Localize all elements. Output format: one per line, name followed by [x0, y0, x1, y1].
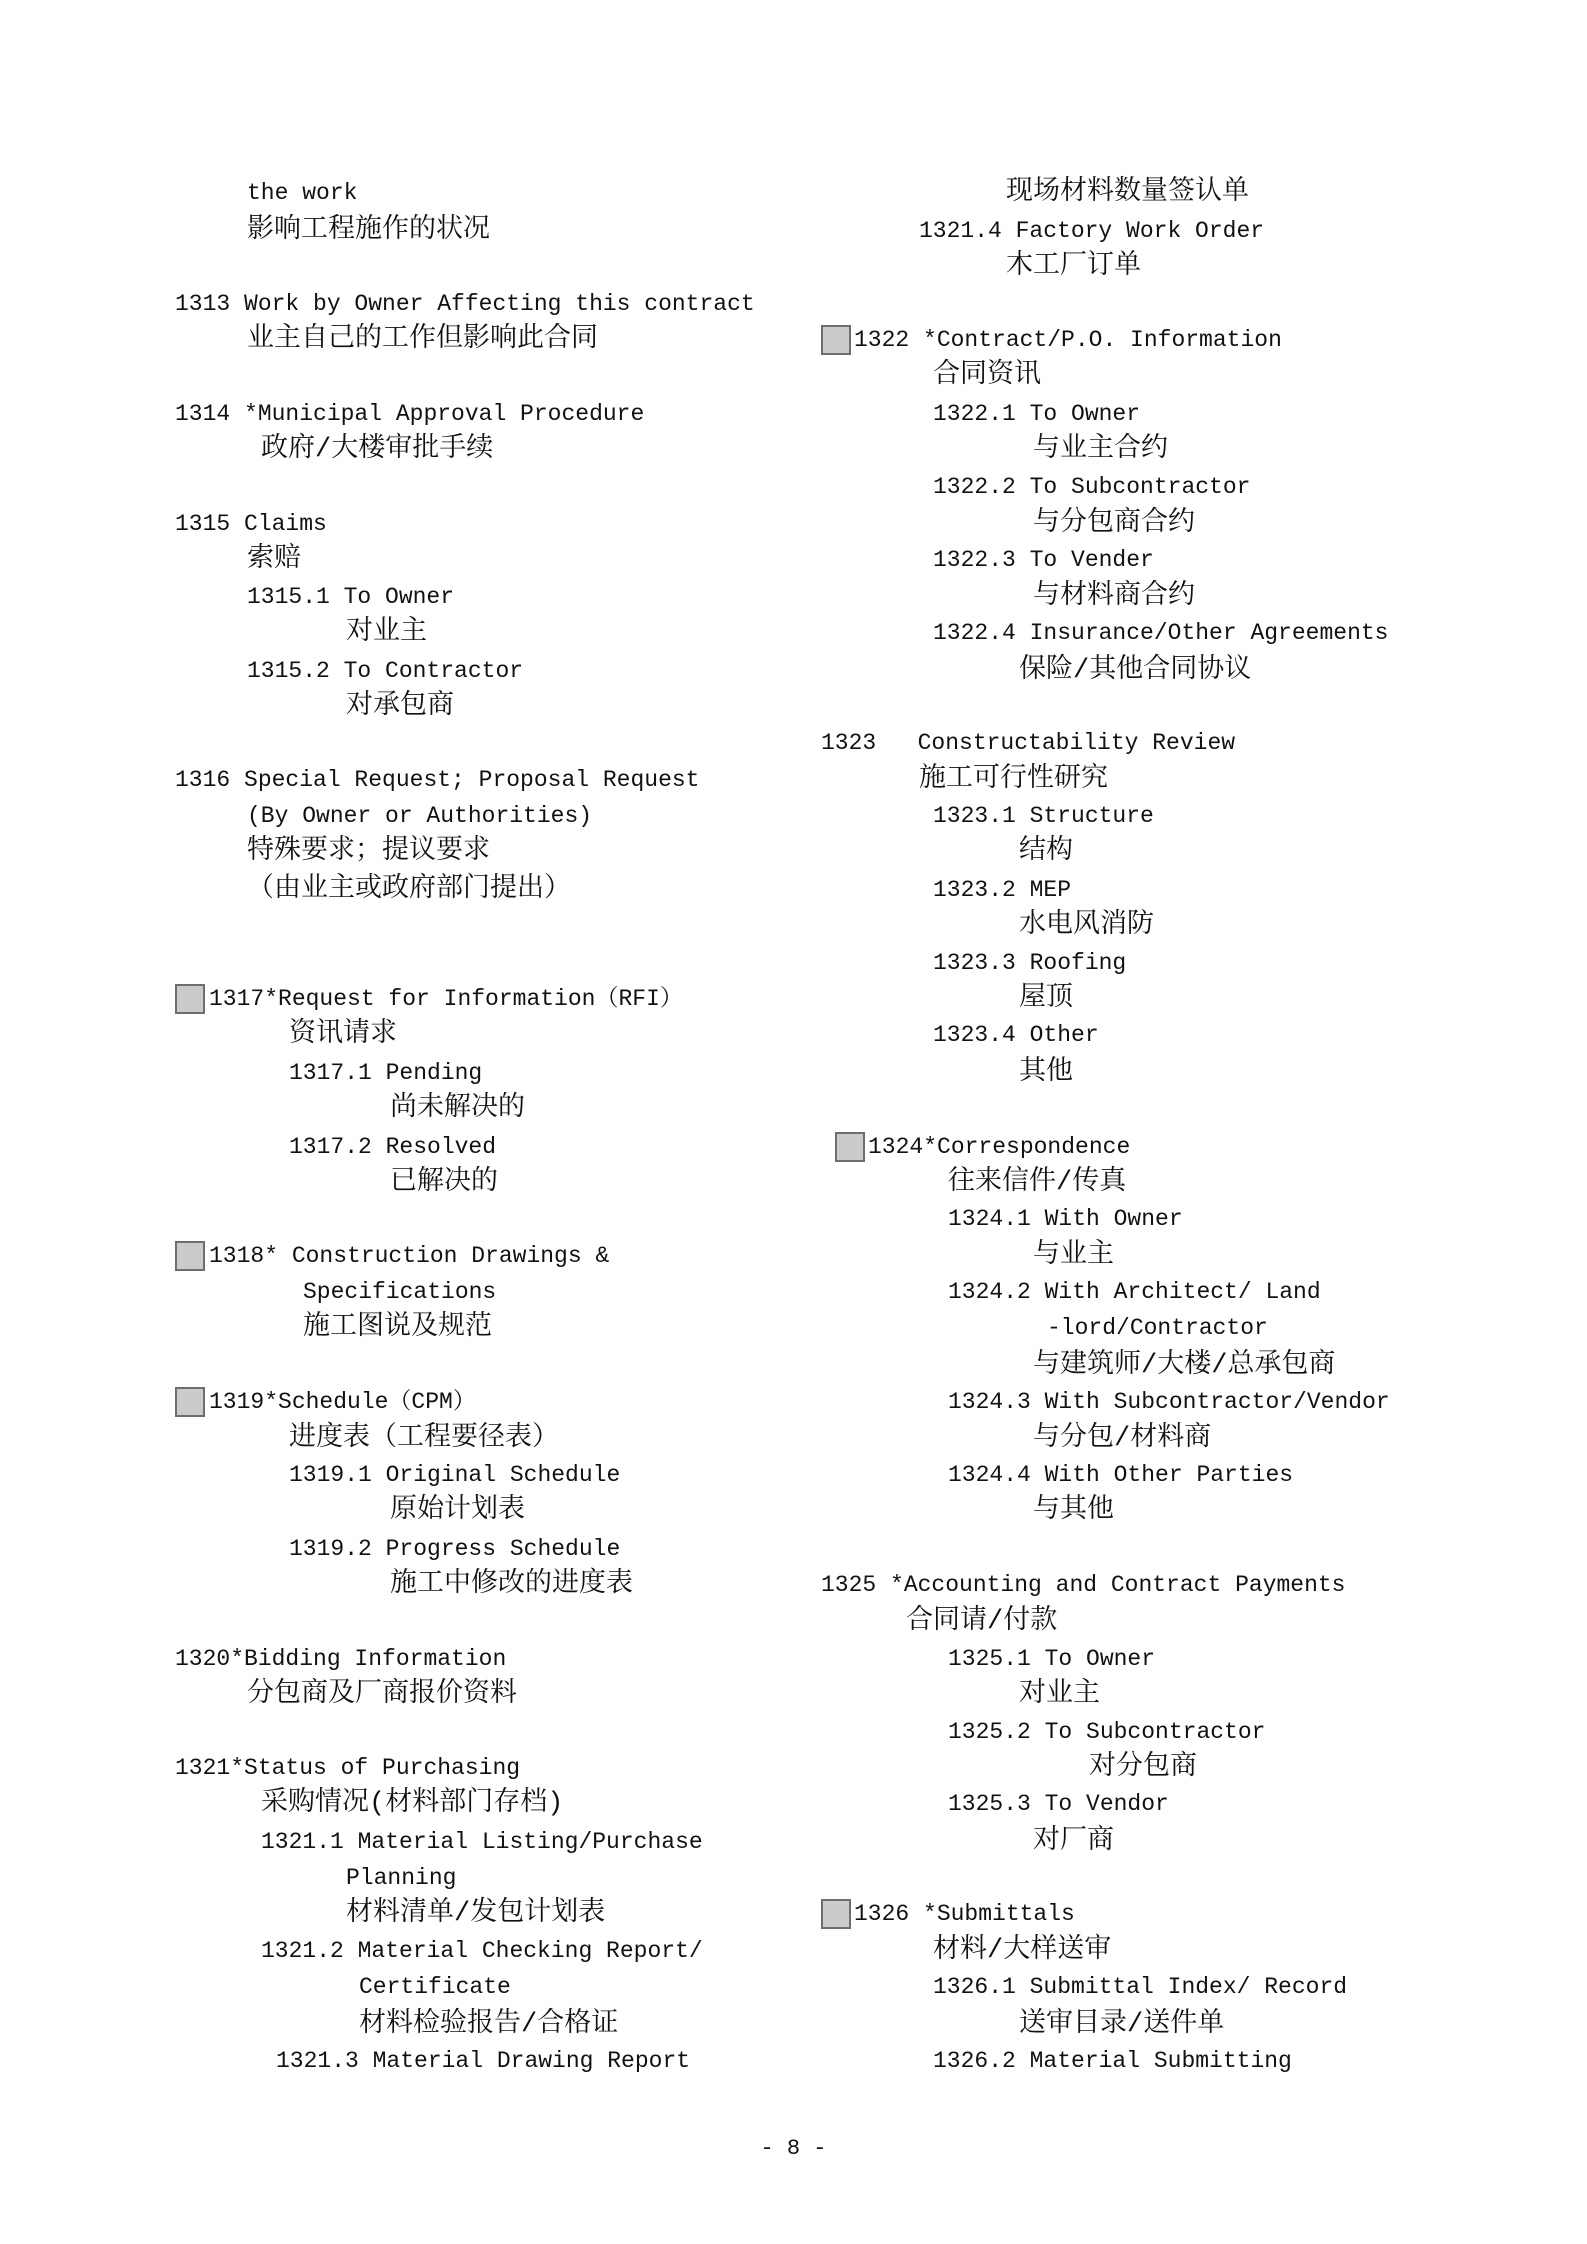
checkbox-square-icon [175, 984, 205, 1014]
item-1325-1: 1325.1 To Owner [948, 1646, 1156, 1672]
item-1322-2: 1322.2 To Subcontractor [933, 474, 1251, 500]
translation-text: 对业主 [346, 618, 427, 648]
item-1323-1: 1323.1 Structure [933, 803, 1154, 829]
section-1326-heading: 1326 *Submittals [854, 1901, 1075, 1927]
continuation-text: Planning [346, 1865, 457, 1891]
translation-text: 与业主 [1033, 1241, 1114, 1271]
section-1314-heading: 1314 *Municipal Approval Procedure [175, 401, 645, 427]
section-1318-heading: 1318* Construction Drawings & [209, 1243, 610, 1269]
continuation-text: (By Owner or Authorities) [247, 803, 593, 829]
translation-text: 对分包商 [1089, 1753, 1197, 1783]
section-1323-heading: 1323 Constructability Review [821, 730, 1236, 756]
item-1326-2: 1326.2 Material Submitting [933, 2048, 1292, 2074]
item-1319-1: 1319.1 Original Schedule [289, 1462, 621, 1488]
continuation-text: the work [247, 180, 358, 206]
checkbox-square-icon [175, 1387, 205, 1417]
section-1322-heading: 1322 *Contract/P.O. Information [854, 327, 1282, 353]
checkbox-square-icon [821, 1899, 851, 1929]
item-1321-3: 1321.3 Material Drawing Report [276, 2048, 691, 2074]
item-1322-4: 1322.4 Insurance/Other Agreements [933, 620, 1389, 646]
translation-text: 与分包商合约 [1033, 509, 1195, 539]
item-1322-1: 1322.1 To Owner [933, 401, 1141, 427]
section-1325-heading: 1325 *Accounting and Contract Payments [821, 1572, 1346, 1598]
translation-text: 资讯请求 [289, 1020, 397, 1050]
item-1319-2: 1319.2 Progress Schedule [289, 1536, 621, 1562]
translation-text: 往来信件/传真 [948, 1168, 1127, 1198]
item-1324-1: 1324.1 With Owner [948, 1206, 1183, 1232]
translation-text: 与材料商合约 [1033, 582, 1195, 612]
item-1324-3: 1324.3 With Subcontractor/Vendor [948, 1389, 1390, 1415]
item-1323-3: 1323.3 Roofing [933, 950, 1127, 976]
section-1315-heading: 1315 Claims [175, 511, 327, 537]
translation-text: 水电风消防 [1019, 911, 1154, 941]
item-1317-2: 1317.2 Resolved [289, 1134, 497, 1160]
item-1321-4: 1321.4 Factory Work Order [919, 218, 1265, 244]
item-1322-3: 1322.3 To Vender [933, 547, 1154, 573]
translation-text: 现场材料数量签认单 [1006, 178, 1249, 208]
checkbox-square-icon [175, 1241, 205, 1271]
translation-text: 索赔 [247, 545, 301, 575]
checkbox-square-icon [821, 325, 851, 355]
item-1326-1: 1326.1 Submittal Index/ Record [933, 1974, 1348, 2000]
item-1321-2: 1321.2 Material Checking Report/ [261, 1938, 703, 1964]
translation-text: 与建筑师/大楼/总承包商 [1033, 1351, 1336, 1381]
continuation-text: Certificate [359, 1974, 511, 2000]
translation-text: 材料清单/发包计划表 [346, 1899, 606, 1929]
section-1317-heading: 1317*Request for Information（RFI） [209, 986, 683, 1012]
item-1325-2: 1325.2 To Subcontractor [948, 1719, 1266, 1745]
translation-text: 对业主 [1019, 1680, 1100, 1710]
translation-text: 材料/大样送审 [933, 1936, 1112, 1966]
item-1324-4: 1324.4 With Other Parties [948, 1462, 1294, 1488]
section-1313-heading: 1313 Work by Owner Affecting this contract [175, 291, 755, 317]
item-1323-4: 1323.4 Other [933, 1022, 1099, 1048]
page-number: - 8 - [760, 2136, 827, 2161]
translation-text: 特殊要求；提议要求 [247, 837, 490, 867]
translation-text: （由业主或政府部门提出） [247, 875, 571, 905]
item-1321-1: 1321.1 Material Listing/Purchase [261, 1829, 703, 1855]
checkbox-square-icon [835, 1132, 865, 1162]
translation-text: 与其他 [1033, 1496, 1114, 1526]
translation-text: 与分包/材料商 [1033, 1424, 1212, 1454]
translation-text: 进度表（工程要径表） [289, 1424, 559, 1454]
item-1315-1: 1315.1 To Owner [247, 584, 455, 610]
continuation-text: Specifications [303, 1279, 497, 1305]
translation-text: 施工可行性研究 [919, 765, 1108, 795]
item-1325-3: 1325.3 To Vendor [948, 1791, 1169, 1817]
translation-text: 分包商及厂商报价资料 [247, 1680, 517, 1710]
section-1320-heading: 1320*Bidding Information [175, 1646, 507, 1672]
section-1319-heading: 1319*Schedule（CPM） [209, 1389, 476, 1415]
item-1317-1: 1317.1 Pending [289, 1060, 483, 1086]
translation-text: 原始计划表 [390, 1496, 525, 1526]
translation-text: 对承包商 [346, 692, 454, 722]
translation-text: 合同资讯 [933, 361, 1041, 391]
translation-text: 保险/其他合同协议 [1019, 656, 1252, 686]
translation-text: 与业主合约 [1033, 435, 1168, 465]
section-1324-heading: 1324*Correspondence [868, 1134, 1131, 1160]
translation-text: 材料检验报告/合格证 [359, 2010, 619, 2040]
translation-text: 合同请/付款 [906, 1607, 1058, 1637]
translation-text: 对厂商 [1033, 1827, 1114, 1857]
translation-text: 影响工程施作的状况 [247, 216, 490, 246]
section-1316-heading: 1316 Special Request; Proposal Request [175, 767, 700, 793]
translation-text: 木工厂订单 [1006, 252, 1141, 282]
item-1315-2: 1315.2 To Contractor [247, 658, 524, 684]
section-1321-heading: 1321*Status of Purchasing [175, 1755, 521, 1781]
translation-text: 送审目录/送件单 [1019, 2010, 1225, 2040]
item-1324-2: 1324.2 With Architect/ Land [948, 1279, 1321, 1305]
translation-text: 施工中修改的进度表 [390, 1570, 633, 1600]
continuation-text: -lord/Contractor [1047, 1315, 1268, 1341]
translation-text: 政府/大楼审批手续 [261, 435, 494, 465]
translation-text: 屋顶 [1019, 984, 1073, 1014]
translation-text: 施工图说及规范 [303, 1313, 492, 1343]
translation-text: 结构 [1019, 837, 1073, 867]
translation-text: 尚未解决的 [390, 1094, 525, 1124]
item-1323-2: 1323.2 MEP [933, 877, 1072, 903]
translation-text: 业主自己的工作但影响此合同 [247, 325, 598, 355]
translation-text: 其他 [1019, 1058, 1073, 1088]
translation-text: 采购情况(材料部门存档) [261, 1789, 564, 1819]
translation-text: 已解决的 [390, 1168, 498, 1198]
